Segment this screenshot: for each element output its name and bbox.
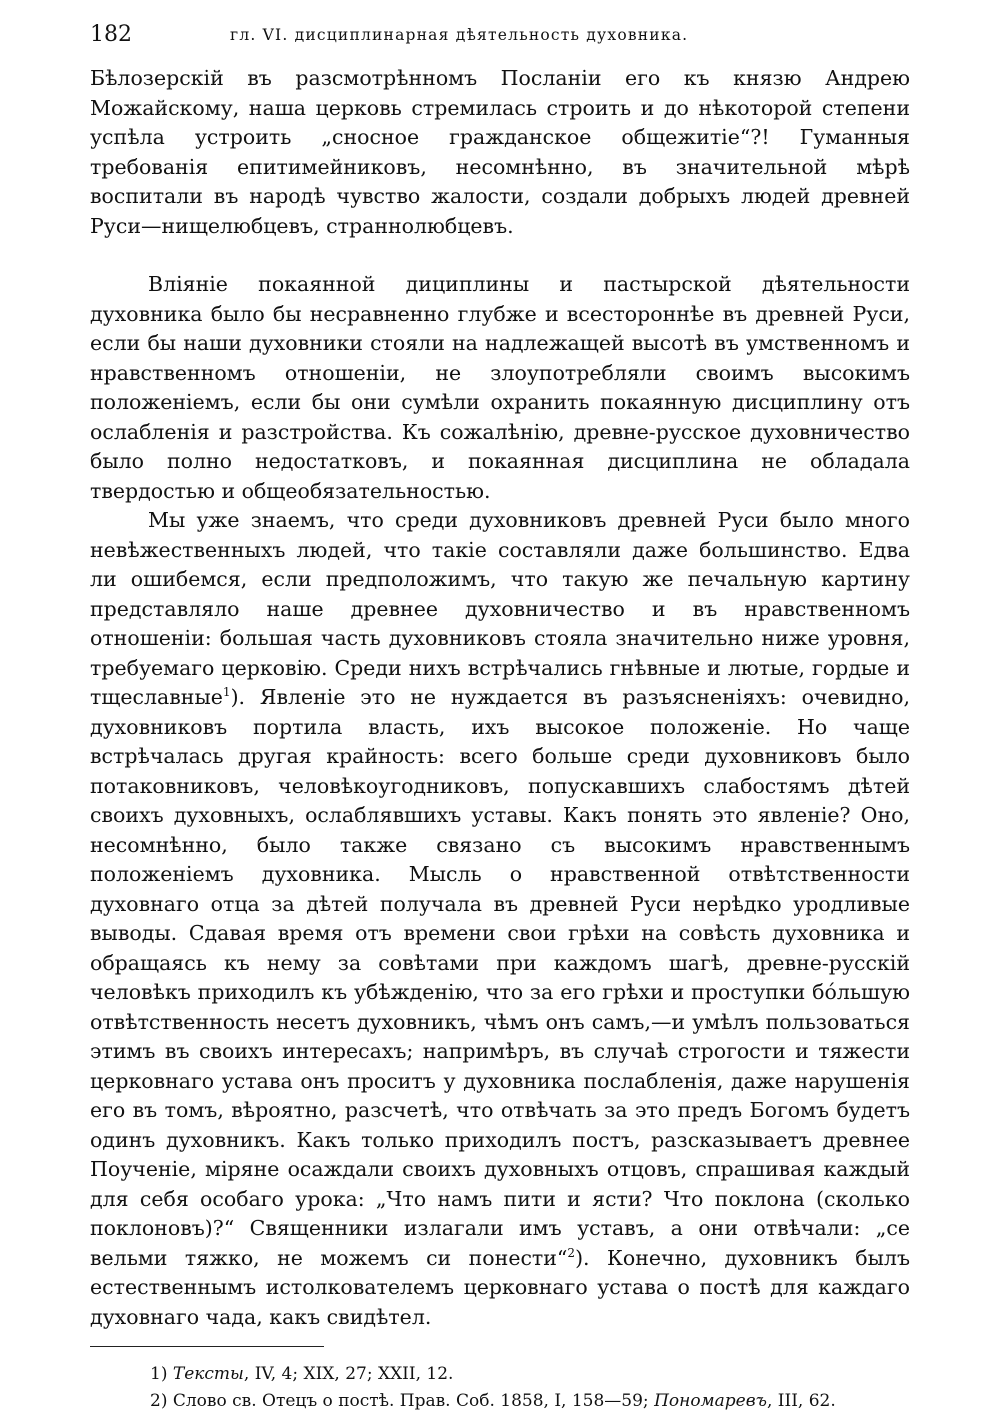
body-text (90, 64, 910, 1332)
paragraph-confessors-end: ). Конечно, духовникъ былъ естественнымъ истолкователемъ церковнаго устава о постѣ для каждаго духовнаго чада, какъ свидѣтел. (90, 1245, 910, 1329)
footnote-2-italic: Пономаревъ (654, 1391, 767, 1411)
footnote-2-rest: , III, 62. (766, 1391, 836, 1411)
footnote-2 (90, 1388, 910, 1415)
running-head: гл. VI. дисциплинарная дѣятельность духовника. (230, 26, 689, 44)
footnote-ref-2: 2 (567, 1245, 576, 1260)
footnote-divider (90, 1346, 324, 1347)
paragraph-confessors: Мы уже знаемъ, что среди духовниковъ древней Руси было много невѣжественныхъ людей, что такіе составляли даже большинство. Едва ли ошибемся, если предположимъ, что такую же печальную картину представляло наше древнее духовничество и въ нравственномъ отношеніи: большая часть духовниковъ стояла значительно ниже уровня, требуемаго церковію. Среди нихъ встрѣчались гнѣвные и лютые, гордые и тщеславные$^1$). Явленіе это не нуждается въ разъясненіяхъ: очевидно, духовниковъ портила власть, ихъ высокое положеніе. Но чаще встрѣчалась другая крайность: всего больше среди духовниковъ было потаковниковъ, человѣкоугодниковъ, попускавшихъ слабостямъ дѣтей своихъ духовныхъ, ослаблявшихъ уставы. Какъ понять это явленіе? Оно, несомнѣнно, было также связано съ высокимъ нравственнымъ положеніемъ духовника. Мысль о нравственной отвѣтственности духовнаго отца за дѣтей получала въ древней Руси нерѣдко уродливые выводы. Сдавая время отъ времени свои грѣхи на совѣсть духовника и обращаясь къ нему за совѣтами при каждомъ шагѣ, древне-русскій человѣкъ приходилъ къ убѣжденію, что за его грѣхи и проступки бóльшую отвѣтственность несетъ духовникъ, чѣмъ онъ самъ,—и умѣлъ пользоваться этимъ въ своихъ интересахъ; напримѣръ, въ случаѣ строгости и тяжести церковнаго устава онъ проситъ у духовника послабленія, даже нарушенія его въ томъ, вѣроятно, разсчетѣ, что отвѣчать за это предъ Богомъ будетъ одинъ духовникъ. Какъ только приходилъ постъ, разсказываетъ древнее Поученіе, міряне осаждали своихъ духовныхъ отцовъ, спрашивая каждый для себя особаго урока: „Что намъ пити и ясти? Что поклона (сколько поклоновъ)?“ Священники излагали имъ уставъ, а они отвѣчали: „се вельми тяжко, не можемъ си понести“$^2$). Конечно, духовникъ былъ естественнымъ истолкователемъ церковнаго устава о постѣ для каждаго духовнаго чада, какъ свидѣтел. (90, 508, 910, 1329)
paragraph-confessors-text: Мы уже знаемъ, что среди духовниковъ древней Руси было много невѣжественныхъ людей, что такіе составляли даже большинство. Едва ли ошибемся, если предположимъ, что такую же печальную картину представляло наше древнее духовничество и въ нравственномъ отношеніи: большая часть духовниковъ стояла значительно ниже уровня, требуемаго церковію. Среди нихъ встрѣчались гнѣвные и лютые, гордые и тщеславные (90, 508, 910, 709)
footnote-1-rest: , IV, 4; XIX, 27; XXII, 12. (243, 1364, 454, 1384)
footnote-2-text: Слово св. Отецъ о постѣ. Прав. Соб. 1858, I, 158—59; (167, 1391, 655, 1411)
footnote-1-italic: Тексты (172, 1364, 244, 1384)
paragraph-influence: Вліяніе покаянной дициплины и пастырской дѣятельности духовника было бы несравненно глубже и всестороннѣе въ древней Руси, если бы наши духовники стояли на надлежащей высотѣ въ умственномъ и нравственномъ отношеніи, не злоупотребляли своимъ высокимъ положеніемъ, если бы они сумѣли охранить покаянную дисциплину отъ ослабленія и разстройства. Къ сожалѣнію, древне-русское духовничество было полно недостатковъ, и покаянная дисциплина не обладала твердостью и общеобязательностью. (90, 272, 910, 503)
footnote-1 (90, 1361, 910, 1388)
paragraph-confessors-cont: Явленіе это не нуждается въ разъясненіяхъ: очевидно, духовниковъ портила власть, ихъ высокое положеніе. Но чаще встрѣчалась другая крайность: всего больше среди духовниковъ было потаковниковъ, человѣкоугодниковъ, попускавшихъ слабостямъ дѣтей своихъ духовныхъ, ослаблявшихъ уставы. Какъ понять это явленіе? Оно, несомнѣнно, было также связано съ высокимъ нравственнымъ положеніемъ духовника. Мысль о нравственной отвѣтственности духовнаго отца за дѣтей получала въ древней Руси нерѣдко уродливые выводы. Сдавая время отъ времени свои грѣхи на совѣсть духовника и обращаясь къ нему за совѣтами при каждомъ шагѣ, древне-русскій человѣкъ приходилъ къ убѣжденію, что за его грѣхи и проступки бóльшую отвѣтственность несетъ духовникъ, чѣмъ онъ самъ,—и умѣлъ пользоваться этимъ въ своихъ интересахъ; напримѣръ, въ случаѣ строгости и тяжести церковнаго устава онъ проситъ у духовника послабленія, даже нарушенія его въ томъ, вѣроятно, разсчетѣ, что отвѣчать за это предъ Богомъ будетъ одинъ духовникъ. Какъ только приходилъ постъ, разсказываетъ древнее Поученіе, міряне осаждали своихъ духовныхъ отцовъ, спрашивая каждый для себя особаго урока: „Что намъ пити и ясти? Что поклона (сколько поклоновъ)?“ Священники излагали имъ уставъ, а они отвѣчали: „се вельми тяжко, не можемъ си понести“ (90, 685, 910, 1270)
page-number: 182 (90, 22, 132, 47)
footnotes (90, 1361, 910, 1415)
page-header (90, 20, 910, 64)
footnote-1-mark: 1) (150, 1364, 168, 1384)
paragraph-continued: Бѣлозерскій въ разсмотрѣнномъ Посланіи его къ князю Андрею Можайскому, наша церковь стремилась строить и до нѣкоторой степени успѣла устроить „сносное гражданское общежитіе“?! Гуманныя требованія епитимейниковъ, несомнѣнно, въ значительной мѣрѣ воспитали въ народѣ чувство жалости, создали добрыхъ людей древней Руси—нищелюбцевъ, страннолюбцевъ. (90, 66, 910, 238)
footnote-2-mark: 2) (150, 1391, 168, 1411)
footnote-ref-1: 1 (222, 685, 231, 700)
